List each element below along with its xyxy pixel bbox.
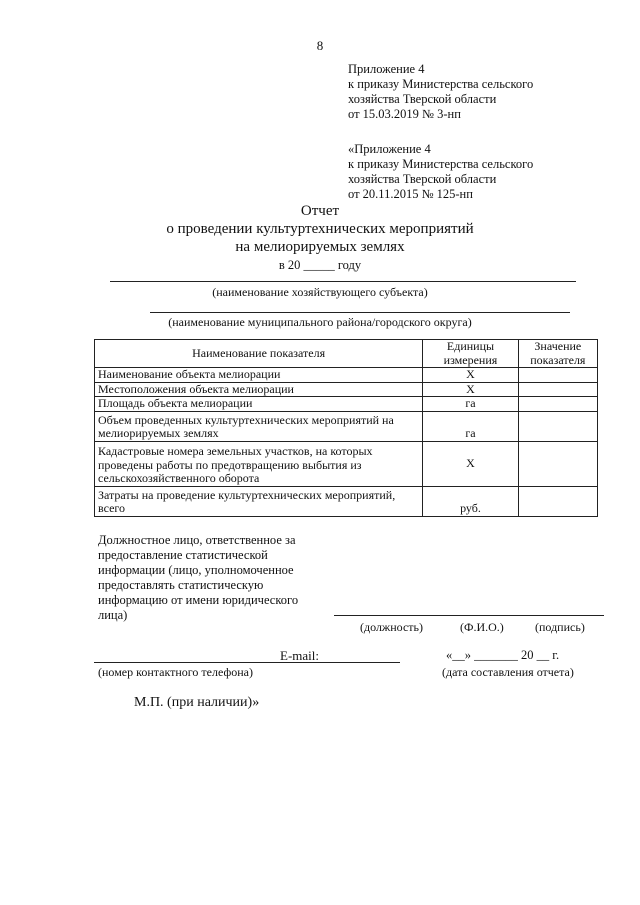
report-title: Отчет bbox=[300, 203, 340, 219]
row-name: Кадастровые номера земельных участков, на которых проведены работы по предотвращению выбытия из сельскохозяйственного оборота bbox=[95, 441, 423, 486]
annex-current-line: хозяйства Тверской области bbox=[348, 92, 497, 106]
contact-phone-email-line[interactable] bbox=[94, 662, 400, 663]
annex-previous-line: к приказу Министерства сельского bbox=[348, 157, 534, 171]
row-value-cell[interactable] bbox=[518, 441, 597, 486]
row-name: Наименование объекта мелиорации bbox=[95, 368, 423, 383]
district-name-caption: (наименование муниципального района/городского округа) bbox=[168, 315, 472, 329]
row-value-cell[interactable] bbox=[518, 382, 597, 397]
report-date-field[interactable]: «__» _______ 20 __ г. bbox=[446, 648, 560, 662]
annex-previous-line: хозяйства Тверской области bbox=[348, 172, 497, 186]
annex-current-line: Приложение 4 bbox=[348, 62, 425, 76]
report-year-line: в 20 _____ году bbox=[278, 258, 362, 272]
entity-name-line[interactable] bbox=[110, 281, 576, 282]
official-line: лица) bbox=[98, 608, 128, 622]
row-unit: га bbox=[423, 397, 518, 412]
annex-current-block bbox=[348, 62, 588, 122]
signature-line[interactable] bbox=[334, 615, 604, 616]
header-indicator-name: Наименование показателя bbox=[95, 340, 423, 368]
table-row bbox=[95, 397, 598, 412]
row-value-cell[interactable] bbox=[518, 486, 597, 516]
report-subtitle-line1: о проведении культуртехнических мероприятий bbox=[166, 221, 474, 237]
signature-sign-caption: (подпись) bbox=[535, 620, 585, 634]
table-row bbox=[95, 486, 598, 516]
report-date-caption: (дата составления отчета) bbox=[442, 665, 574, 679]
signature-position-caption: (должность) bbox=[360, 620, 423, 634]
annex-previous-block bbox=[348, 142, 588, 202]
official-line: информацию от имени юридического bbox=[98, 593, 299, 607]
report-subtitle-line2: на мелиорируемых землях bbox=[235, 239, 405, 255]
signature-name-caption: (Ф.И.О.) bbox=[460, 620, 504, 634]
row-unit: Х bbox=[423, 382, 518, 397]
row-name: Площадь объекта мелиорации bbox=[95, 397, 423, 412]
indicators-table bbox=[94, 339, 598, 517]
row-name: Затраты на проведение культуртехнических мероприятий, всего bbox=[95, 486, 423, 516]
table-row bbox=[95, 441, 598, 486]
row-unit: га bbox=[423, 411, 518, 441]
official-line: предоставлять статистическую bbox=[98, 578, 264, 592]
official-line: Должностное лицо, ответственное за bbox=[98, 533, 296, 547]
official-description bbox=[98, 533, 338, 623]
page-number: 8 bbox=[316, 38, 324, 53]
email-label: E-mail: bbox=[280, 648, 319, 663]
row-value-cell[interactable] bbox=[518, 368, 597, 383]
table-header-row bbox=[95, 340, 598, 368]
entity-name-caption: (наименование хозяйствующего субъекта) bbox=[212, 285, 428, 299]
annex-previous-line: «Приложение 4 bbox=[348, 142, 431, 156]
annex-current-line: к приказу Министерства сельского bbox=[348, 77, 534, 91]
phone-caption: (номер контактного телефона) bbox=[98, 665, 253, 679]
header-unit: Единицы измерения bbox=[423, 340, 518, 368]
row-name: Объем проведенных культуртехнических мероприятий на мелиорируемых землях bbox=[95, 411, 423, 441]
annex-current-line: от 15.03.2019 № 3-нп bbox=[348, 107, 461, 121]
annex-previous-line: от 20.11.2015 № 125-нп bbox=[348, 187, 473, 201]
row-unit: Х bbox=[423, 368, 518, 383]
official-line: предоставление статистической bbox=[98, 548, 268, 562]
header-value: Значение показателя bbox=[518, 340, 597, 368]
row-unit: Х bbox=[423, 441, 518, 486]
table-row bbox=[95, 382, 598, 397]
stamp-placeholder: М.П. (при наличии)» bbox=[134, 695, 260, 710]
row-name: Местоположения объекта мелиорации bbox=[95, 382, 423, 397]
table-row bbox=[95, 411, 598, 441]
row-unit: руб. bbox=[423, 486, 518, 516]
table-row bbox=[95, 368, 598, 383]
district-name-line[interactable] bbox=[150, 312, 570, 313]
row-value-cell[interactable] bbox=[518, 397, 597, 412]
row-value-cell[interactable] bbox=[518, 411, 597, 441]
official-line: информации (лицо, уполномоченное bbox=[98, 563, 294, 577]
